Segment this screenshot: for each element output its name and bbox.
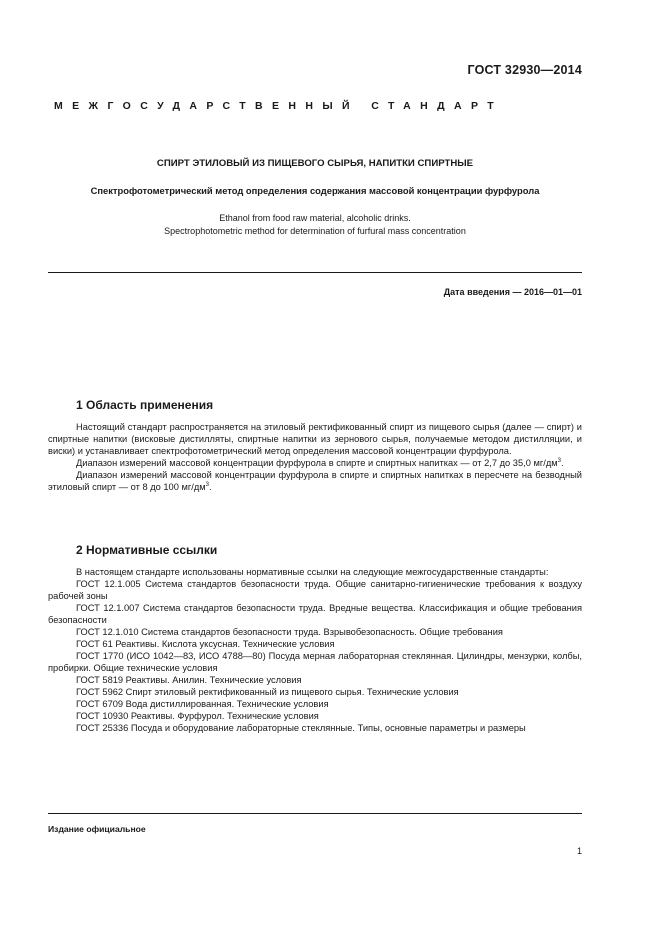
- reference-item: ГОСТ 10930 Реактивы. Фурфурол. Технические условия: [76, 711, 319, 721]
- section-heading: 2 Нормативные ссылки: [76, 543, 218, 557]
- paragraph: Настоящий стандарт распространяется на этиловый ректификованный спирт из пищевого сырья (далее — спирт) и спиртные напитки (висковые дистилляты, спиртные напитки из зернового сырья, получаемые методом дистилляции, и виски) и устанавливает спектрофотометрический метод определения массовой концентрации фурфурола.: [48, 422, 582, 456]
- footer-divider: [48, 813, 582, 814]
- paragraph: Диапазон измерений массовой концентрации фурфурола в спирте и спиртных напитках в пересчете на безводный этиловый спирт — от 8 до 100 $мг/дм^3$.: [48, 470, 582, 492]
- english-title-line-1: Ethanol from food raw material, alcoholic drinks.: [219, 213, 411, 223]
- edition-label: Издание официальное: [48, 824, 146, 834]
- document-id: ГОСТ 32930—2014: [467, 63, 582, 77]
- reference-item: ГОСТ 12.1.010 Система стандартов безопасности труда. Взрывобезопасность. Общие требования: [76, 627, 503, 637]
- document-subtitle: Спектрофотометрический метод определения содержания массовой концентрации фурфурола: [90, 185, 540, 196]
- paragraph: В настоящем стандарте использованы нормативные ссылки на следующие межгосударственные стандарты:: [76, 567, 549, 577]
- reference-item: ГОСТ 1770 (ИСО 1042—83, ИСО 4788—80) Посуда мерная лабораторная стеклянная. Цилиндры, мензурки, колбы, пробирки. Общие технические условия: [48, 651, 582, 673]
- reference-item: ГОСТ 12.1.007 Система стандартов безопасности труда. Вредные вещества. Классификация и общие требования безопасности: [48, 603, 582, 625]
- document-title: СПИРТ ЭТИЛОВЫЙ ИЗ ПИЩЕВОГО СЫРЬЯ, НАПИТКИ СПИРТНЫЕ: [156, 158, 474, 169]
- english-title-line-2: Spectrophotometric method for determination of furfural mass concentration: [164, 225, 466, 236]
- section-heading: 1 Область применения: [76, 398, 214, 412]
- section-normative-references: [48, 543, 582, 734]
- title-divider: [48, 272, 582, 273]
- reference-item: ГОСТ 12.1.005 Система стандартов безопасности труда. Общие санитарно-гигиенические требования к воздуху рабочей зоны: [48, 579, 582, 601]
- introduction-date: Дата введения — 2016—01—01: [443, 287, 582, 297]
- reference-item: ГОСТ 5819 Реактивы. Анилин. Технические условия: [76, 675, 302, 685]
- standard-type: МЕЖГОСУДАРСТВЕННЫЙ СТАНДАРТ: [54, 100, 504, 112]
- section-scope: [48, 398, 582, 493]
- reference-item: ГОСТ 61 Реактивы. Кислота уксусная. Технические условия: [76, 639, 335, 649]
- paragraph: Диапазон измерений массовой концентрации фурфурола в спирте и спиртных напитках — от 2,7 до 35,0 $мг/дм^3$.: [76, 457, 564, 468]
- english-title: [48, 212, 582, 237]
- page-number: 1: [576, 846, 582, 856]
- reference-item: ГОСТ 6709 Вода дистиллированная. Технические условия: [76, 699, 329, 709]
- reference-item: ГОСТ 5962 Спирт этиловый ректификованный из пищевого сырья. Технические условия: [76, 687, 459, 697]
- reference-item: ГОСТ 25336 Посуда и оборудование лабораторные стеклянные. Типы, основные параметры и размеры: [76, 723, 526, 733]
